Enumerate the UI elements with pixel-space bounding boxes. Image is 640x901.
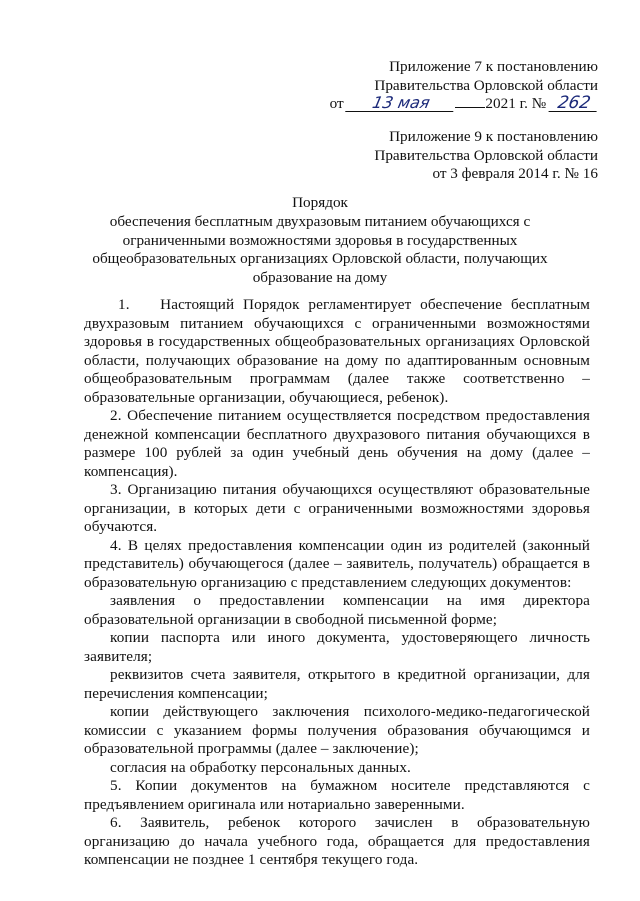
title-line1: обеспечения бесплатным двухразовым питанием обучающихся с [109,212,531,230]
paragraph-1: 1. Настоящий Порядок регламентирует обеспечение бесплатным двухразовым питанием обучающихся с ограниченными возможностями здоровья в государственных общеобразовательных организациях Орловской области, получающих образование на дому по адаптированным основным общеобразовательным программам (далее также соответственно – образовательные организации, обучающиеся, ребенок). [84,296,590,406]
document-list-item-4: копии действующего заключения психолого-медико-педагогической комиссии с указанием формы получения образования обучающимся и образовательной программы (далее – заключение); [84,703,590,757]
document-list-item-3: реквизитов счета заявителя, открытого в кредитной организации, для перечисления компенсации; [84,666,590,702]
appendix-current-header [330,58,598,114]
handwritten-number: 262 [549,95,600,112]
from-label: от [329,95,344,112]
paragraph-3: 3. Организацию питания обучающихся осуществляют образовательные организации, в которых дети с ограниченными возможностями здоровья обучаются. [84,481,590,535]
appendix-current-line2: Правительства Орловской области [374,76,598,94]
paragraph-4: 4. В целях предоставления компенсации один из родителей (законный представитель) обучающегося (далее – заявитель, получатель) обращается в образовательную организацию с представлением следующих документов: [84,536,590,591]
paragraph-6: 6. Заявитель, ребенок которого зачислен в образовательную организацию до начала учебного года, обращается для предоставления компенсации не позднее 1 сентября текущего года. [84,814,590,868]
appendix-current-line1: Приложение 7 к постановлению [389,58,598,75]
document-title [70,194,570,288]
title-heading: Порядок [292,194,348,211]
date-underline [455,107,485,108]
title-line4: образование на дому [252,269,388,287]
document-list-item-5: согласия на обработку персональных данных. [110,758,411,776]
appendix-original-line3: от 3 февраля 2014 г. № 16 [432,165,598,182]
appendix-original-line2: Правительства Орловской области [374,146,598,164]
title-line3: общеобразовательных организациях Орловской области, получающих [92,250,548,268]
document-body [84,296,590,870]
handwritten-date: 13 мая [346,95,458,112]
appendix-original-header [374,128,598,184]
paragraph-2: 2. Обеспечение питанием осуществляется посредством предоставления денежной компенсации бесплатного двухразового питания обучающихся в размере 100 рублей за один учебный день обучения на дому (далее – компенсация). [84,407,590,480]
document-list-item-2: копии паспорта или иного документа, удостоверяющего личность заявителя; [84,629,590,665]
title-line2: ограниченными возможностями здоровья в государственных [122,231,518,249]
appendix-current-date-line [330,95,598,114]
document-list-item-1: заявления о предоставлении компенсации на имя директора образовательной организации в свободной письменной форме; [84,592,590,628]
paragraph-5: 5. Копии документов на бумажном носителе представляются с предъявлением оригинала или нотариально заверенными. [84,777,590,813]
year-label: 2021 г. № [485,95,547,112]
appendix-original-line1: Приложение 9 к постановлению [389,128,598,145]
